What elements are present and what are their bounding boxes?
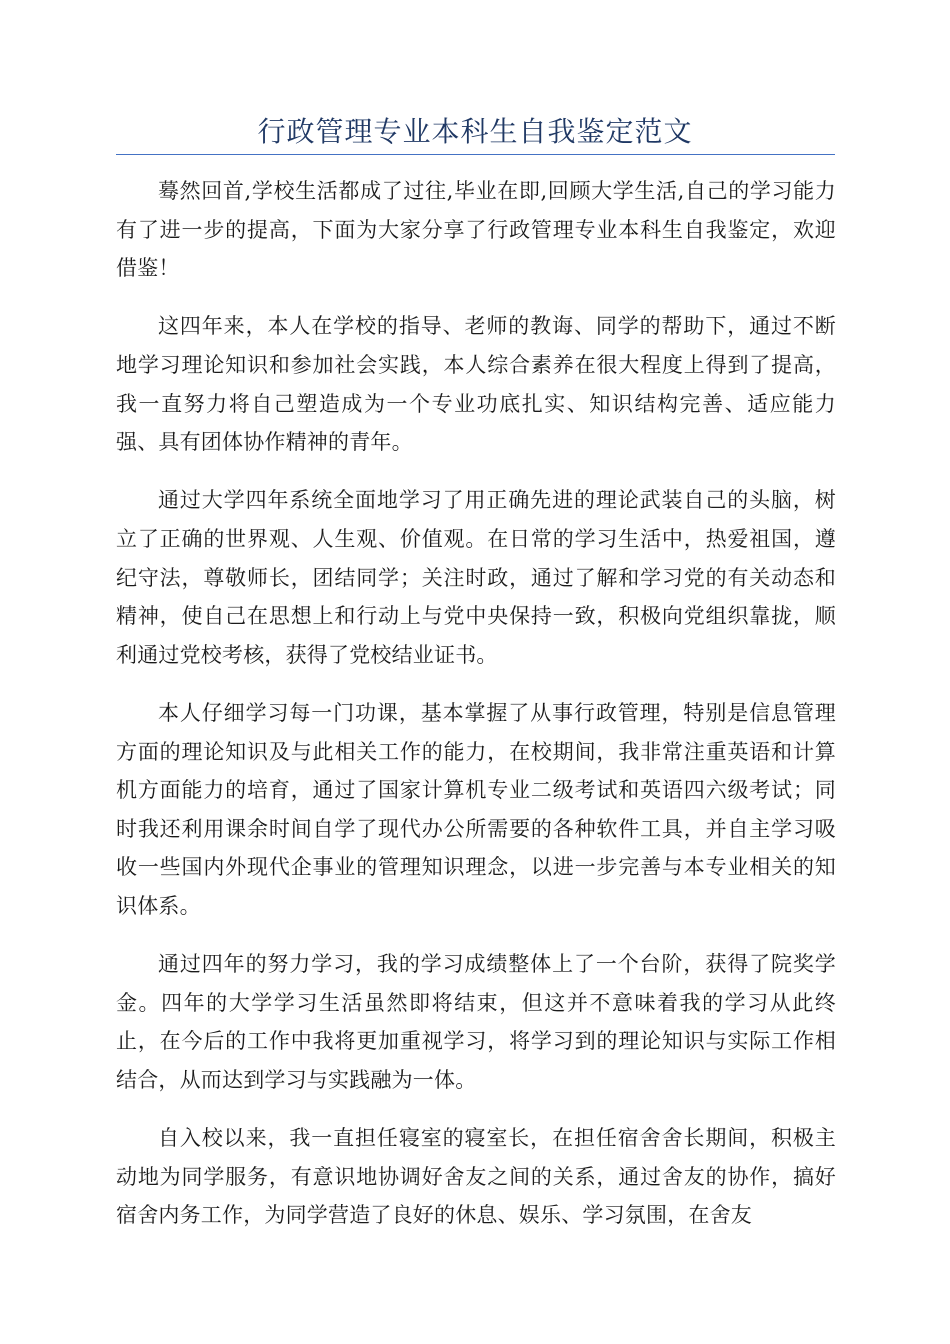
paragraph-intro: 蓦然回首,学校生活都成了过往,毕业在即,回顾大学生活,自己的学习能力有了进一步的提高，下面为大家分享了行政管理专业本科生自我鉴定，欢迎借鉴！ (116, 179, 836, 281)
paragraph-overview: 这四年来，本人在学校的指导、老师的教诲、同学的帮助下，通过不断地学习理论知识和参加社会实践，本人综合素养在很大程度上得到了提高，我一直努力将自己塑造成为一个专业功底扎实、知识结构完善、适应能力强、具有团体协作精神的青年。 (116, 314, 836, 455)
paragraph-ideology: 通过大学四年系统全面地学习了用正确先进的理论武装自己的头脑，树立了正确的世界观、人生观、价值观。在日常的学习生活中，热爱祖国，遵纪守法，尊敬师长，团结同学；关注时政，通过了解和学习党的有关动态和精神，使自己在思想上和行动上与党中央保持一致，积极向党组织靠拢，顺利通过党校考核，获得了党校结业证书。 (116, 488, 836, 667)
document-body (116, 172, 836, 1254)
title-underline (116, 154, 835, 155)
paragraph-study: 本人仔细学习每一门功课，基本掌握了从事行政管理，特别是信息管理方面的理论知识及与此相关工作的能力，在校期间，我非常注重英语和计算机方面能力的培育，通过了国家计算机专业二级考试和英语四六级考试；同时我还利用课余时间自学了现代办公所需要的各种软件工具，并自主学习吸收一些国内外现代企事业的管理知识理念，以进一步完善与本专业相关的知识体系。 (116, 700, 836, 918)
paragraph-dorm: 自入校以来，我一直担任寝室的寝室长，在担任宿舍舍长期间，积极主动地为同学服务，有意识地协调好舍友之间的关系，通过舍友的协作，搞好宿舍内务工作，为同学营造了良好的休息、娱乐、学习氛围，在舍友 (116, 1126, 836, 1228)
paragraph-achievement: 通过四年的努力学习，我的学习成绩整体上了一个台阶，获得了院奖学金。四年的大学学习生活虽然即将结束，但这并不意味着我的学习从此终止，在今后的工作中我将更加重视学习，将学习到的理论知识与实际工作相结合，从而达到学习与实践融为一体。 (116, 952, 836, 1092)
document-title: 行政管理专业本科生自我鉴定范文 (257, 115, 693, 148)
